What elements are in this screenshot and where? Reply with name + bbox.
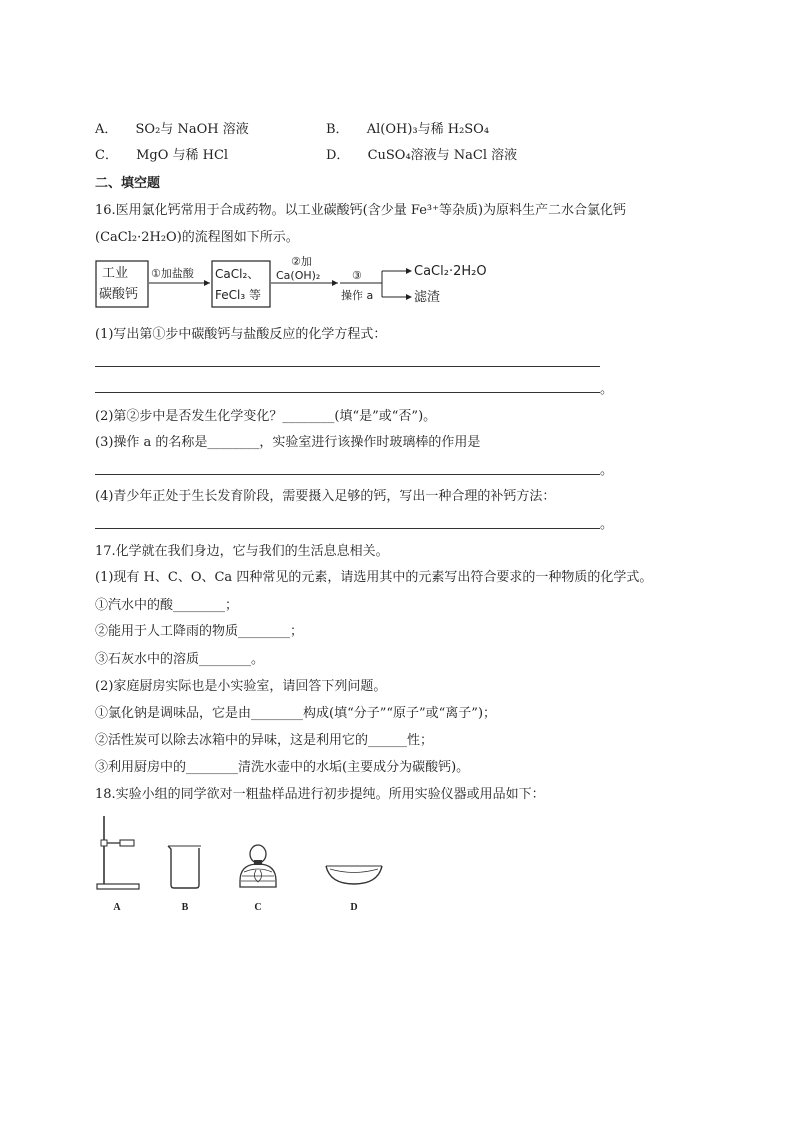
flow-output2: 滤渣 — [414, 290, 441, 305]
flow-box2-line1: CaCl₂、 — [215, 267, 260, 281]
q17-item2: ②能用于人工降雨的物质________； — [95, 624, 304, 639]
beaker-icon — [168, 846, 201, 888]
option-d: D． CuSO₄溶液与 NaCl 溶液 — [326, 148, 518, 163]
q17-p2: (2)家庭厨房实际也是小实验室，请回答下列问题。 — [95, 679, 387, 694]
label-c: C — [254, 902, 262, 913]
iron-stand-icon — [97, 816, 139, 889]
alcohol-lamp-icon — [240, 845, 276, 887]
q18-intro: 18.实验小组的同学欲对一粗盐样品进行初步提纯。所用实验仪器或用品如下： — [95, 787, 545, 802]
flow-arrow3-top: ③ — [352, 269, 362, 282]
line-end-period: 。 — [600, 382, 614, 397]
flow-output1: CaCl₂·2H₂O — [414, 264, 487, 279]
label-d: D — [350, 902, 358, 913]
flow-arrow1-label: ①加盐酸 — [151, 267, 194, 280]
flow-arrow2-label1: ②加 — [291, 255, 312, 268]
q16-p1: (1)写出第①步中碳酸钙与盐酸反应的化学方程式： — [95, 327, 387, 342]
q17-item5: ②活性炭可以除去冰箱中的异味，这是利用它的______性； — [95, 733, 434, 748]
q16-p4: (4)青少年正处于生长发育阶段，需要摄入足够的钙，写出一种合理的补钙方法： — [95, 489, 556, 504]
q16-intro-line1: 16.医用氯化钙常用于合成药物。以工业碳酸钙(含少量 Fe³⁺等杂质)为原料生产二水合氯化钙 — [95, 203, 627, 218]
q17-item1: ①汽水中的酸________； — [95, 598, 239, 613]
line-end-period: 。 — [600, 517, 614, 532]
q16-intro-line2: (CaCl₂·2H₂O)的流程图如下所示。 — [95, 230, 299, 245]
flow-box2-line2: FeCl₃ 等 — [215, 288, 261, 302]
q17-intro: 17.化学就在我们身边，它与我们的生活息息相关。 — [95, 544, 389, 559]
flow-box1-line1: 工业 — [102, 266, 129, 281]
option-a: A． SO₂与 NaOH 溶液 — [95, 122, 249, 137]
section-title: 二、填空题 — [95, 176, 161, 191]
line-end-period: 。 — [600, 463, 614, 478]
q17-item4: ①氯化钠是调味品，它是由________构成(填“分子”“原子”或“离子”)； — [95, 706, 497, 721]
option-c: C． MgO 与稀 HCl — [95, 148, 229, 163]
q17-item6: ③利用厨房中的________清洗水壶中的水垢(主要成分为碳酸钙)。 — [95, 760, 470, 775]
label-a: A — [113, 902, 121, 913]
q17-p1: (1)现有 H、C、O、Ca 四种常见的元素，请选用其中的元素写出符合要求的一种物质的化学式。 — [95, 570, 653, 585]
q16-p2: (2)第②步中是否发生化学变化？________(填“是”或“否”)。 — [95, 409, 437, 424]
label-b: B — [181, 902, 189, 913]
flow-box1-line2: 碳酸钙 — [99, 287, 139, 302]
q16-p3: (3)操作 a 的名称是________，实验室进行该操作时玻璃棒的作用是 — [95, 435, 481, 450]
q17-item3: ③石灰水中的溶质________。 — [95, 652, 265, 667]
flow-arrow2-label2: Ca(OH)₂ — [276, 269, 321, 282]
flow-arrow3-bottom: 操作 a — [341, 289, 374, 302]
option-b: B． Al(OH)₃与稀 H₂SO₄ — [326, 122, 490, 137]
evaporating-dish-icon — [326, 866, 382, 884]
